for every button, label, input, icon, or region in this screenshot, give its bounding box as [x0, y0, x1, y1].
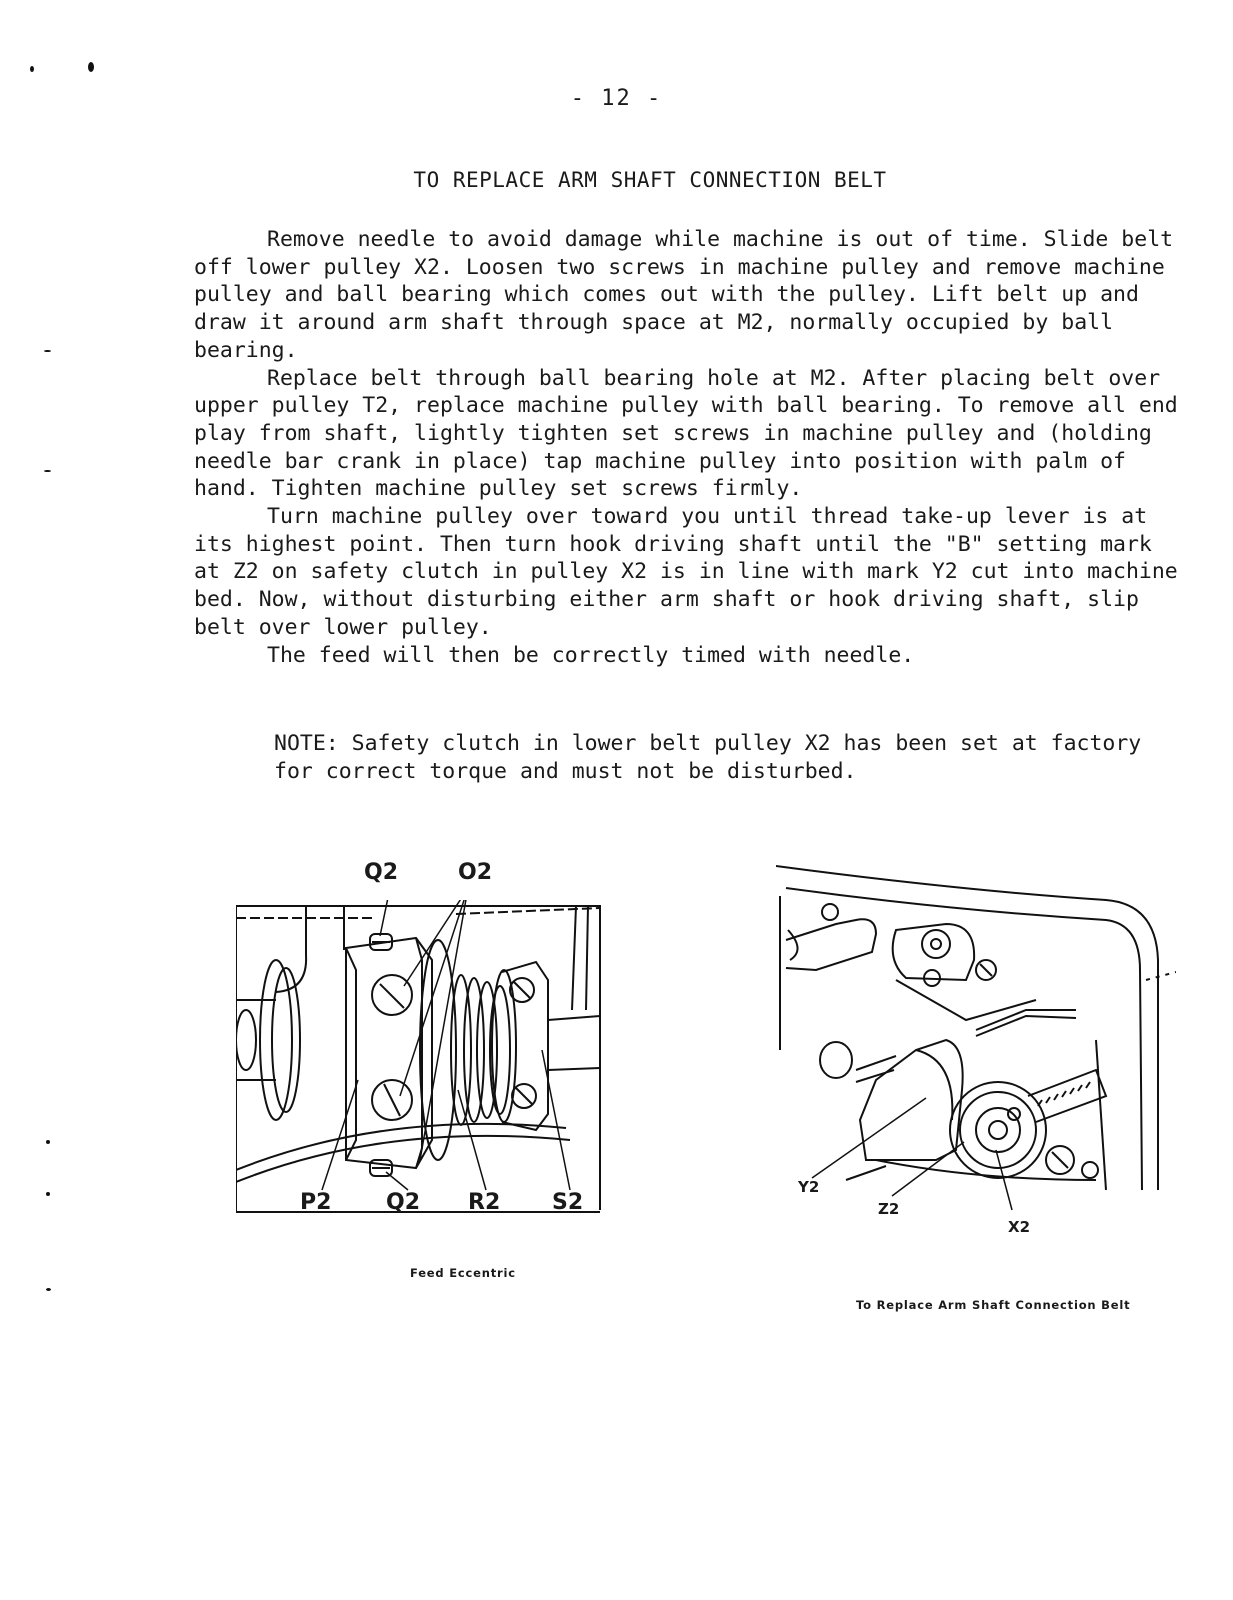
scan-speck [44, 350, 51, 352]
figure-caption-feed-eccentric: Feed Eccentric [410, 1266, 516, 1280]
note-text: NOTE: Safety clutch in lower belt pulley X2 has been set at factory for correct torque and must not be disturbed. [274, 731, 1142, 784]
label-o2: O2 [458, 860, 493, 885]
scan-speck [46, 1192, 50, 1196]
feed-eccentric-illustration [236, 900, 616, 1220]
scan-speck [44, 470, 51, 472]
figure-caption-arm-shaft-belt: To Replace Arm Shaft Connection Belt [856, 1298, 1131, 1312]
paragraph-replace-belt: Replace belt through ball bearing hole at M2. After placing belt over upper pulley T2, replace machine pulley with ball bearing. To remove all end play from shaft, lightly tighten set screws in machine pulley and (holding needle bar crank in place) tap machine pulley into position with palm of hand. Tighten machine pulley set screws firmly. [194, 365, 1178, 502]
note-block [274, 730, 1154, 785]
label-z2: Z2 [878, 1200, 900, 1218]
paragraph-feed: The feed will then be correctly timed with needle. [267, 642, 915, 668]
label-q2-top: Q2 [364, 860, 399, 885]
scan-speck [46, 1140, 50, 1144]
arm-shaft-belt-illustration [776, 860, 1176, 1220]
label-p2: P2 [300, 1190, 332, 1215]
label-r2: R2 [468, 1190, 501, 1215]
scan-speck [46, 1288, 51, 1291]
scan-speck [88, 62, 94, 72]
label-x2: X2 [1008, 1218, 1031, 1236]
scan-speck [30, 66, 34, 72]
label-y2: Y2 [798, 1178, 820, 1196]
page-title: TO REPLACE ARM SHAFT CONNECTION BELT [413, 168, 887, 192]
label-q2-bottom: Q2 [386, 1190, 421, 1215]
label-s2: S2 [552, 1190, 584, 1215]
instructions-body [194, 226, 1184, 669]
page-number: - 12 - [570, 86, 663, 111]
paragraph-remove-belt: Remove needle to avoid damage while machine is out of time. Slide belt off lower pulley X2. Loosen two screws in machine pulley and remove machine pulley and ball bearing which comes out with the pulley. Lift belt up and draw it around arm shaft through space at M2, normally occupied by ball bearing. [194, 227, 1174, 363]
paragraph-timing: Turn machine pulley over toward you until thread take-up lever is at its highest point. Then turn hook driving shaft until the "B" setting mark at Z2 on safety clutch in pulley X2 is in line with mark Y2 cut into machine bed. Now, without disturbing either arm shaft or hook driving shaft, slip belt over lower pulley. [194, 504, 1178, 640]
